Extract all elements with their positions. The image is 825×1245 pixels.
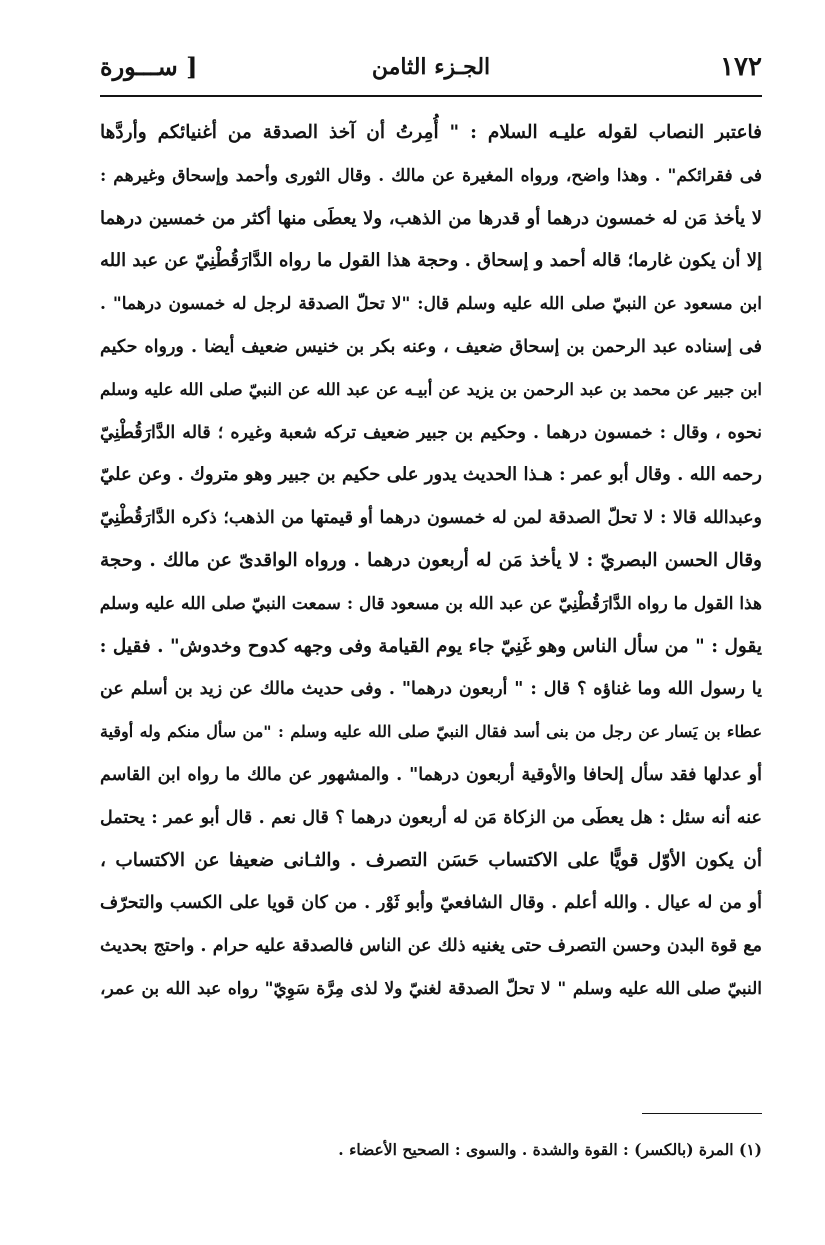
text-line: يا رسول الله وما غناؤه ؟ قال : " أربعون درهما" . وفى حديث مالك عن زيد بن أسلم عن <box>100 679 762 700</box>
text-line: فى إسناده عبد الرحمن بن إسحاق ضعيف ، وعنه بكر بن خنيس ضعيف أيضا . ورواه حكيم <box>100 336 762 357</box>
text-line: مع قوة البدن وحسن التصرف حتى يغنيه ذلك عن الناس فالصدقة عليه حرام . واحتج بحديث <box>100 936 762 957</box>
header-divider <box>100 95 762 97</box>
text-line: النبيّ صلى الله عليه وسلم " لا تحلّ الصدقة لغنيّ ولا لذى مِرَّة سَوِيّ" رواه عبد الله بن عمر، <box>100 978 762 999</box>
text-line: نحوه ، وقال : خمسون درهما . وحكيم بن جبير ضعيف تركه شعبة وغيره ؛ قاله الدَّارَقُطْنِيّ <box>100 422 762 443</box>
text-line: عطاء بن يَسار عن رجل من بنى أسد فقال النبيّ صلى الله عليه وسلم : "من سأل منكم وله أوقية <box>100 722 762 742</box>
header-section-name: [ ســـورة <box>100 52 198 81</box>
text-line: عنه أنه سئل : هل يعطَى من الزكاة مَن له أربعون درهما ؟ قال نعم . قال أبو عمر : يحتمل <box>100 807 762 828</box>
text-line: فى فقرائكم" . وهذا واضح، ورواه المغيرة عن مالك . وقال الثورى وأحمد وإسحاق وغيرهم : <box>100 165 762 186</box>
text-line: لا يأخذ مَن له خمسون درهما أو قدرها من الذهب، ولا يعطَى منها أكثر من خمسين درهما <box>100 207 762 229</box>
page-number: ١٧٢ <box>720 52 762 82</box>
text-line: وقال الحسن البصريّ : لا يأخذ مَن له أربعون درهما . ورواه الواقدىّ عن مالك . وحجة <box>100 549 762 571</box>
footnote-divider <box>642 1113 762 1114</box>
text-line: هذا القول ما رواه الدَّارَقُطْنِيّ عن عبد الله بن مسعود قال : سمعت النبيّ صلى الله عليه وسلم <box>100 593 762 614</box>
main-text-block <box>100 112 762 1011</box>
text-line: يقول : " من سأل الناس وهو غَنِيّ جاء يوم القيامة وفى وجهه كدوح وخدوش" . فقيل : <box>100 635 762 657</box>
footnote: (١) المرة (بالكسر) : القوة والشدة . والسوى : الصحيح الأعضاء . <box>338 1140 762 1159</box>
text-line: ابن مسعود عن النبيّ صلى الله عليه وسلم قال: "لا تحلّ الصدقة لرجل له خمسون درهما" . <box>100 294 762 315</box>
text-line: وعبدالله قالا : لا تحلّ الصدقة لمن له خمسون درهما أو قيمتها من الذهب؛ ذكره الدَّارَقُطْنِيّ <box>100 508 762 529</box>
text-line: رحمه الله . وقال أبو عمر : هـذا الحديث يدور على حكيم بن جبير وهو متروك . وعن عليّ <box>100 464 762 486</box>
running-header <box>100 52 762 92</box>
text-line: فاعتبر النصاب لقوله عليـه السلام : " أُمِرتُ أن آخذ الصدقة من أغنيائكم وأردَّها <box>100 122 762 143</box>
text-line: أن يكون الأوّل قويًّا على الاكتساب حَسَن التصرف . والثـانى ضعيفا عن الاكتساب ، <box>100 849 762 871</box>
header-part-title: الجـزء الثامن <box>371 54 491 80</box>
text-line: أو عدلها فقد سأل إلحافا والأوقية أربعون درهما" . والمشهور عن مالك ما رواه ابن القاسم <box>100 764 762 785</box>
text-line: إلا أن يكون غارما؛ قاله أحمد و إسحاق . وحجة هذا القول ما رواه الدَّارَقُطْنِيّ عن عبد الله <box>100 250 762 272</box>
text-line: ابن جبير عن محمد بن عبد الرحمن بن يزيد عن أبيـه عن عبد الله عن النبيّ صلى الله عليه وسلم <box>100 379 762 399</box>
text-line: أو من له عيال . والله أعلم . وقال الشافعيّ وأبو ثَوْر . من كان قويا على الكسب والتحرّف <box>100 893 762 914</box>
